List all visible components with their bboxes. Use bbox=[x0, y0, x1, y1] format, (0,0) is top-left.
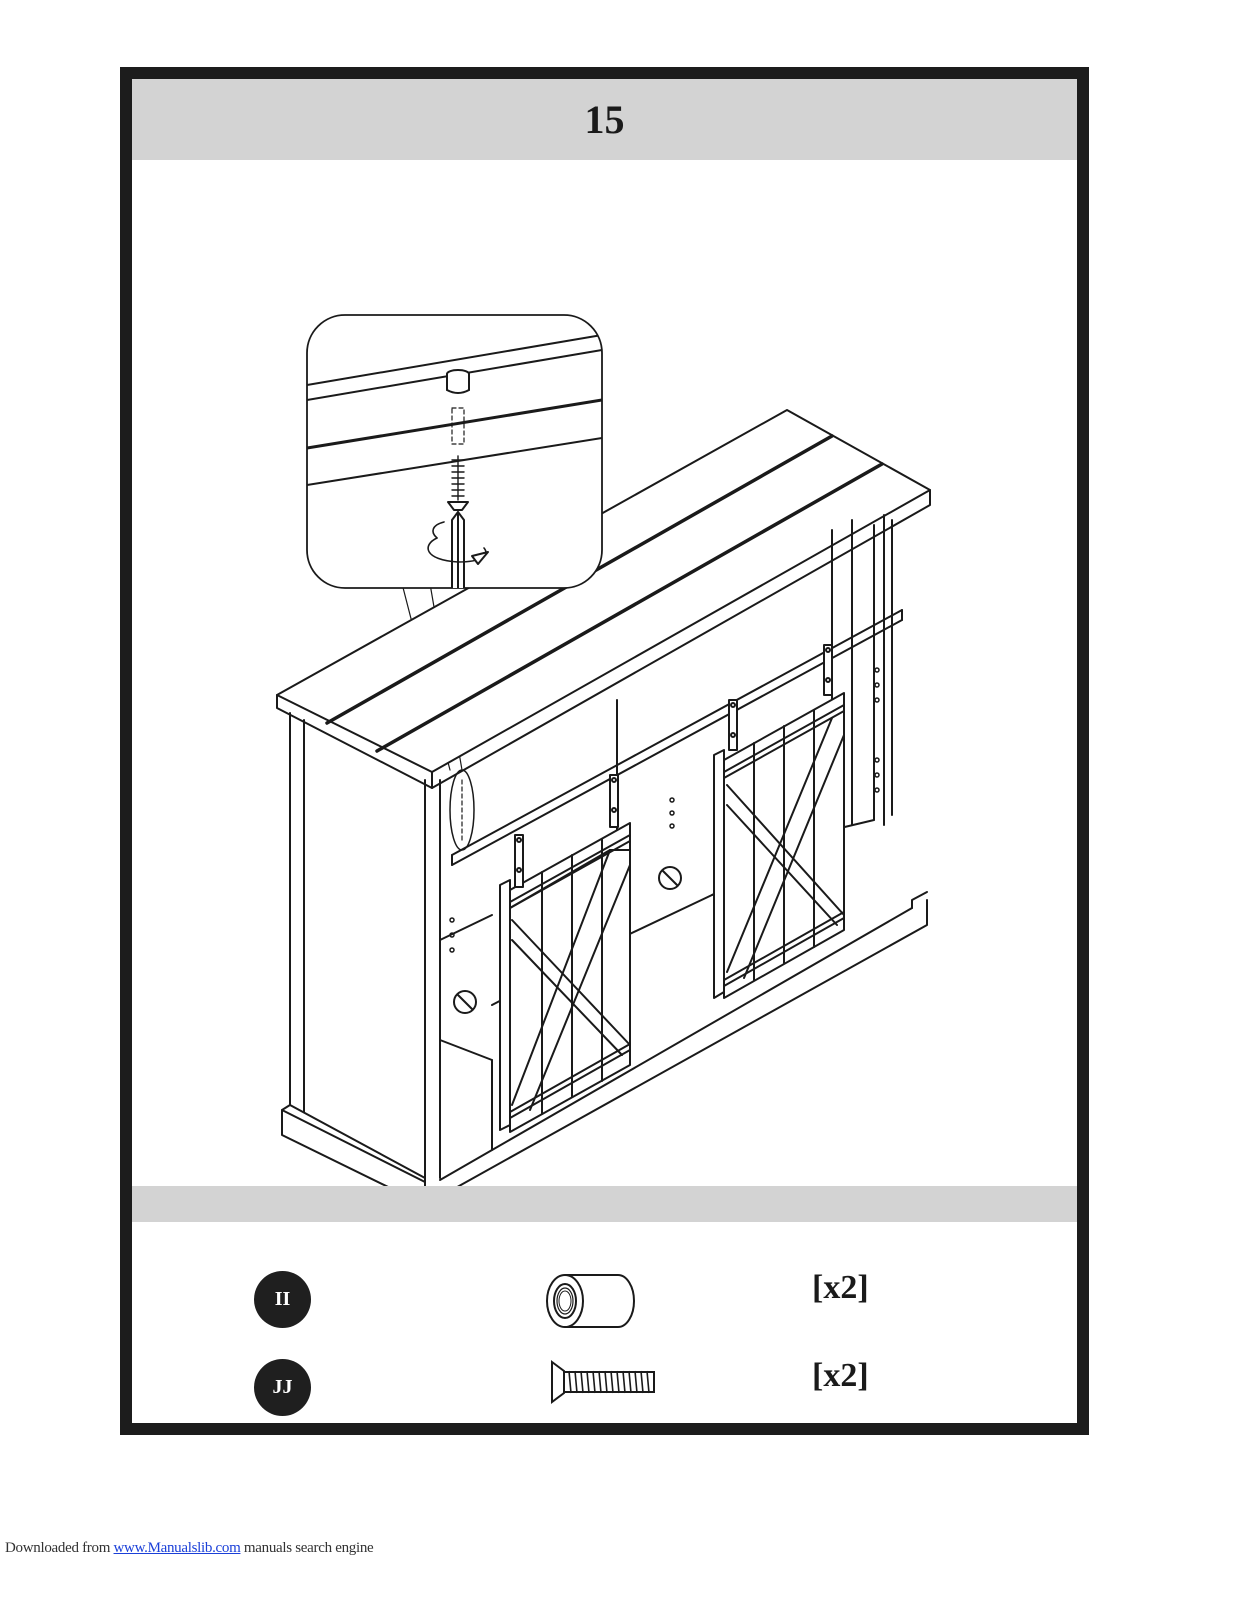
footer-suffix: manuals search engine bbox=[243, 1540, 374, 1556]
assembly-illustration bbox=[132, 160, 1077, 1186]
barrel-nut-icon bbox=[532, 1257, 642, 1343]
part-quantity: [x2] bbox=[812, 1269, 869, 1306]
manualslib-link[interactable]: www.Manualslib.com bbox=[113, 1540, 241, 1556]
footer-prefix: Downloaded from bbox=[5, 1540, 111, 1556]
part-quantity: [x2] bbox=[812, 1357, 869, 1394]
part-row-ii bbox=[132, 1259, 1077, 1339]
download-footer bbox=[5, 1540, 373, 1557]
part-badge: JJ bbox=[254, 1359, 311, 1416]
part-row-jj bbox=[132, 1347, 1077, 1427]
parts-list-band bbox=[132, 1186, 1077, 1222]
step-number: 15 bbox=[584, 97, 625, 142]
detail-callout bbox=[307, 315, 602, 600]
part-badge: II bbox=[254, 1271, 311, 1328]
screw-icon bbox=[542, 1359, 660, 1405]
step-header bbox=[132, 79, 1077, 160]
instruction-frame bbox=[120, 67, 1089, 1435]
